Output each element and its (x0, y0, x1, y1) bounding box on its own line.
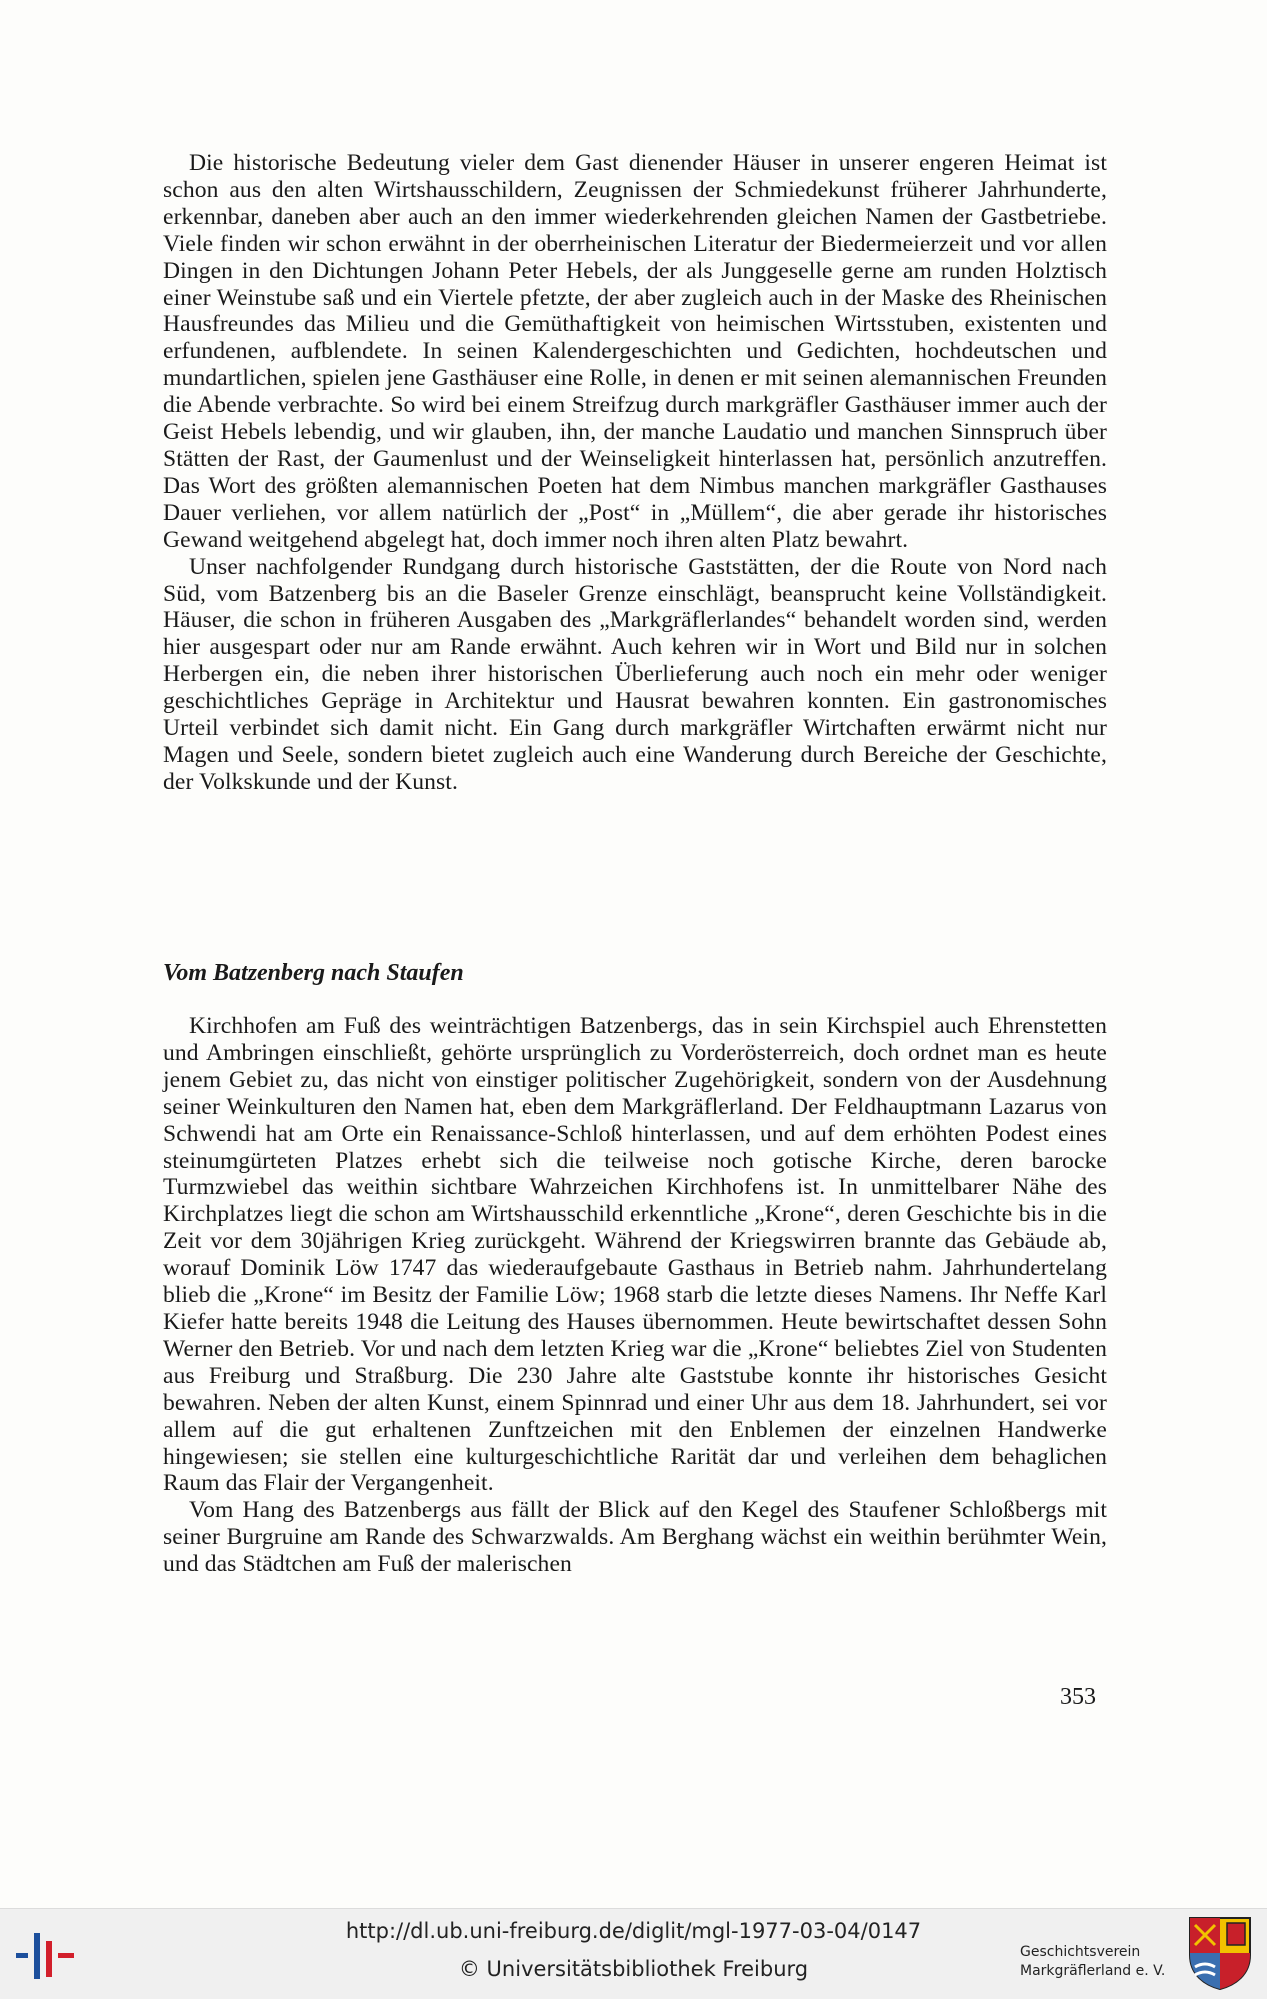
footer-copyright: © Universitätsbibliothek Freiburg (458, 1957, 809, 1981)
text-block-top (163, 150, 1107, 796)
footer-bar (0, 1908, 1267, 1999)
footer-url-link[interactable]: http://dl.ub.uni-freiburg.de/diglit/mgl-1977-03-04/0147 (345, 1919, 922, 1943)
section-heading: Vom Batzenberg nach Staufen (163, 960, 464, 986)
paragraph-3: Kirchhofen am Fuß des weinträchtigen Batzenbergs, das in sein Kirchspiel auch Ehrenstetten und Ambringen einschließt, gehörte ursprünglich zu Vorderösterreich, doch ordnet man es heute jenem Gebiet zu, das nicht von einstiger politischer Zugehörigkeit, sondern von der Ausdehnung seiner Weinkulturen den Namen hat, eben dem Markgräflerland. Der Feldhauptmann Lazarus von Schwendi hat am Orte ein Renaissance-Schloß hinterlassen, und auf dem erhöhten Podest eines steinumgürteten Platzes erhebt sich die teilweise noch gotische Kirche, deren barocke Turmzwiebel das weithin sichtbare Wahrzeichen Kirchhofens ist. In unmittelbarer Nähe des Kirchplatzes liegt die schon am Wirtshausschild erkenntliche „Krone“, deren Geschichte bis in die Zeit vor dem 30jährigen Krieg zurückgeht. Während der Kriegswirren brannte das Gebäude ab, worauf Dominik Löw 1747 das wiederaufgebaute Gasthaus in Betrieb nahm. Jahrhundertelang blieb die „Krone“ im Besitz der Familie Löw; 1968 starb die letzte dieses Namens. Ihr Neffe Karl Kiefer hatte bereits 1948 die Leitung des Hauses übernommen. Heute bewirtschaftet dessen Sohn Werner den Betrieb. Vor und nach dem letzten Krieg war die „Krone“ beliebtes Ziel von Studenten aus Freiburg und Straßburg. Die 230 Jahre alte Gaststube konnte ihr historisches Gesicht bewahren. Neben der alten Kunst, einem Spinnrad und einer Uhr aus dem 18. Jahrhundert, sei vor allem auf die gut erhaltenen Zunftzeichen mit den Enblemen der einzelnen Handwerke hingewiesen; sie stellen eine kulturgeschichtliche Rarität dar und verleihen dem behaglichen Raum das Flair der Vergangenheit. (163, 1013, 1107, 1497)
paragraph-2: Unser nachfolgender Rundgang durch historische Gaststätten, der die Route von Nord nach Süd, vom Batzenberg bis an die Baseler Grenze einschlägt, beansprucht keine Vollständigkeit. Häuser, die schon in früheren Ausgaben des „Markgräflerlandes“ behandelt worden sind, werden hier ausgespart oder nur am Rande erwähnt. Auch kehren wir in Wort und Bild nur in solchen Herbergen ein, die neben ihrer historischen Überlieferung auch noch ein mehr oder weniger geschichtliches Gepräge in Architektur und Hausrat bewahren konnten. Ein gastronomisches Urteil verbindet sich damit nicht. Ein Gang durch markgräfler Wirtchaften erwärmt nicht nur Magen und Seele, sondern bietet zugleich auch eine Wanderung durch Bereiche der Geschichte, der Volkskunde und der Kunst. (163, 553, 1107, 795)
text-block-bottom (163, 1013, 1107, 1578)
paragraph-4: Vom Hang des Batzenbergs aus fällt der Blick auf den Kegel des Staufener Schloßbergs mit seiner Burgruine am Rande des Schwarzwalds. Am Berghang wächst ein weithin berühmter Wein, und das Städtchen am Fuß der malerischen (163, 1497, 1107, 1578)
society-name (1020, 1943, 1180, 1981)
society-line-2: Markgräflerland e. V. (1020, 1963, 1166, 1979)
coat-of-arms-icon (1187, 1915, 1253, 1991)
paragraph-1: Die historische Bedeutung vieler dem Gast dienender Häuser in unserer engeren Heimat ist schon aus den alten Wirtshausschildern, Zeugnissen der Schmiedekunst früherer Jahrhunderte, erkennbar, daneben aber auch an den immer wiederkehrenden gleichen Namen der Gastbetriebe. Viele finden wir schon erwähnt in der oberrheinischen Literatur der Biedermeierzeit und vor allen Dingen in den Dichtungen Johann Peter Hebels, der als Junggeselle gerne am runden Holztisch einer Weinstube saß und ein Viertele pfetzte, der aber zugleich auch in der Maske des Rheinischen Hausfreundes das Milieu und die Gemüthaftigkeit von heimischen Wirtsstuben, existenten und erfundenen, aufblendete. In seinen Kalendergeschichten und Gedichten, hochdeutschen und mundartlichen, spielen jene Gasthäuser eine Rolle, in denen er mit seinen alemannischen Freunden die Abende verbrachte. So wird bei einem Streifzug durch markgräfler Gasthäuser immer auch der Geist Hebels lebendig, und wir glauben, ihn, der manche Laudatio und manchen Sinnspruch über Stätten der Rast, der Gaumenlust und der Weinseligkeit hinterlassen hat, persönlich anzutreffen. Das Wort des größten alemannischen Poeten hat dem Nimbus manchen markgräfler Gasthauses Dauer verliehen, vor allem natürlich der „Post“ in „Müllem“, die aber gerade ihr historisches Gewand weitgehend abgelegt hat, doch immer noch ihren alten Platz bewahrt. (163, 150, 1107, 553)
page-number: 353 (1060, 1684, 1096, 1710)
society-line-1: Geschichtsverein (1020, 1944, 1141, 1960)
